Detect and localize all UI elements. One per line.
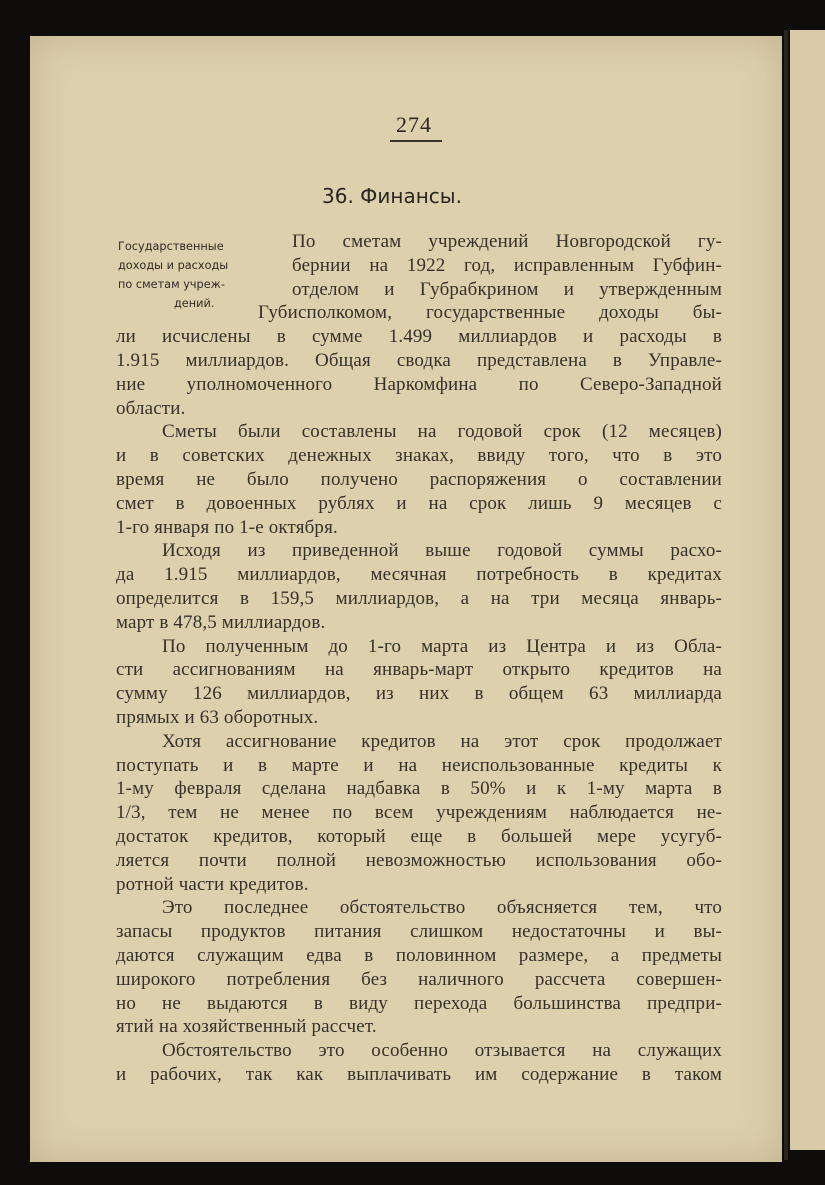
margin-note-line: по сметам учреж-: [118, 278, 225, 291]
margin-note: [118, 237, 263, 313]
text-line: Хотя ассигнование кредитов на этот срок продолжает: [162, 730, 722, 752]
text-line: но не выдаются в виду перехода большинства предпри-: [116, 992, 722, 1014]
text-line: ротной части кредитов.: [116, 873, 309, 895]
text-line: определится в 159,5 миллиардов, а на три месяца январь-: [116, 588, 722, 609]
text-line: Губисполкомом, государственные доходы бы-: [258, 302, 722, 324]
page-number: 274: [396, 112, 432, 137]
text-line: По полученным до 1-го марта из Центра и из Обла-: [162, 635, 722, 657]
text-line: март в 478,5 миллиардов.: [116, 611, 326, 633]
margin-note-line: доходы и расходы: [118, 259, 229, 272]
text-line: ляется почти полной невозможностью использования обо-: [116, 849, 722, 871]
text-line: отделом и Губрабкрином и утвержденным: [292, 278, 722, 300]
text-line: По сметам учреждений Новгородской гу-: [292, 231, 722, 252]
text-line: 1-му февраля сделана надбавка в 50% и к 1-му марта в: [116, 778, 722, 800]
text-line: запасы продуктов питания слишком недостаточны и вы-: [116, 921, 722, 943]
text-line: достаток кредитов, который еще в большей мере усугуб-: [116, 826, 722, 847]
margin-note-line: дений.: [174, 297, 215, 310]
text-line: смет в довоенных рублях и на срок лишь 9 месяцев с: [116, 492, 722, 514]
text-line: области.: [116, 397, 186, 419]
text-line: поступать и в марте и на неиспользованные кредиты к: [116, 754, 722, 776]
margin-note-line: Государственные: [118, 240, 224, 253]
text-line: и рабочих, так как выплачивать им содержание в таком: [116, 1064, 722, 1085]
text-line: время не было получено распоряжения о составлении: [116, 469, 722, 490]
text-line: сумму 126 миллиардов, из них в общем 63 миллиарда: [116, 683, 722, 705]
text-line: даются служащим едва в половинном размере, а предметы: [116, 945, 722, 966]
text-line: 1/3, тем не менее по всем учреждениям наблюдается не-: [116, 802, 722, 824]
text-line: Исходя из приведенной выше годовой суммы расхо-: [162, 540, 722, 562]
text-line: ли исчислены в сумме 1.499 миллиардов и расходы в: [116, 326, 722, 348]
adjacent-page-edge: [790, 30, 825, 1150]
text-line: прямых и 63 оборотных.: [116, 707, 319, 728]
page-gutter: [784, 30, 788, 1160]
text-line: бернии на 1922 год, исправленным Губфин-: [292, 254, 722, 276]
text-line: сти ассигнованиям на январь-март открыто кредитов на: [116, 659, 722, 681]
section-title: 36. Финансы.: [322, 184, 462, 208]
text-line: Обстоятельство это особенно отзывается на служащих: [162, 1040, 722, 1062]
text-line: 1-го января по 1-е октября.: [116, 516, 338, 538]
text-line: Это последнее обстоятельство объясняется тем, что: [162, 897, 722, 919]
text-line: 1.915 миллиардов. Общая сводка представлена в Управле-: [116, 350, 722, 371]
text-line: да 1.915 миллиардов, месячная потребность в кредитах: [116, 564, 722, 586]
text-line: ние уполномоченного Наркомфина по Северо-Западной: [116, 373, 722, 395]
text-line: Сметы были составлены на годовой срок (12 месяцев): [162, 421, 722, 443]
text-line: ятий на хозяйственный рассчет.: [116, 1016, 377, 1038]
text-line: и в советских денежных знаках, ввиду того, что в это: [116, 445, 722, 467]
text-line: широкого потребления без наличного рассчета совершен-: [116, 968, 722, 990]
page-number-rule: [390, 140, 442, 142]
